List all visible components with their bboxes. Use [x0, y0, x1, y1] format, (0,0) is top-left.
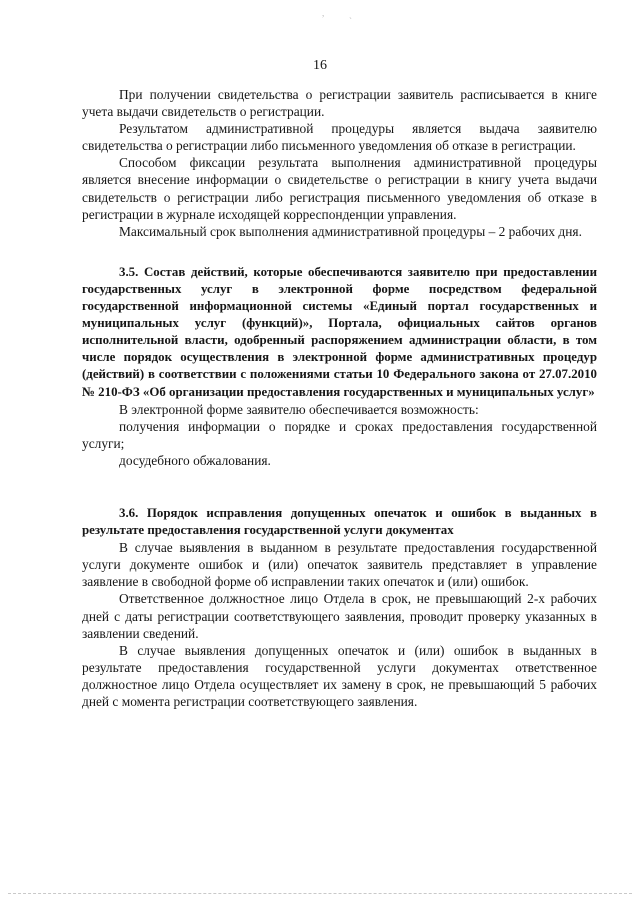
scan-artifact: `	[349, 16, 352, 26]
section-heading-3-5: 3.5. Состав действий, которые обеспечиваются заявителю при предоставлении государственных услуг в электронной форме посредством федеральной государственной информационной системы «Единый портал государственных и муниципальных услуг (функций)», Портала, официальных сайтов органов исполнительной власти, одобренный распоряжением администрации области, в том числе порядок осуществления в электронной форме административных процедур (действий) в соответствии с положениями статьи 10 Федерального закона от 27.07.2010 № 210-ФЗ «Об организации предоставления государственных и муниципальных услуг»	[82, 264, 597, 399]
document-body	[82, 86, 597, 710]
paragraph: получения информации о порядке и сроках предоставления государственной услуги;	[82, 418, 597, 451]
paragraph: Результатом административной процедуры является выдача заявителю свидетельства о регистрации либо письменного уведомления об отказе в регистрации.	[82, 121, 597, 154]
paragraph: В случае выявления допущенных опечаток и (или) ошибок в выданных в результате предоставления государственной услуги документах ответственное должностное лицо Отдела осуществляет их замену в срок, не превышающий 5 рабочих дней с момента регистрации соответствующего заявления.	[82, 642, 597, 709]
paragraph: В электронной форме заявителю обеспечивается возможность:	[119, 401, 479, 417]
section-heading-3-6: 3.6. Порядок исправления допущенных опечаток и ошибок в выданных в результате предоставления государственной услуги документах	[82, 505, 597, 538]
paragraph: Способом фиксации результата выполнения административной процедуры является внесение информации о свидетельстве о регистрации в книгу учета выдачи свидетельств о регистрации либо регистрация письменного уведомления об отказе в регистрации в журнале исходящей корреспонденции управления.	[82, 155, 597, 222]
paragraph: Ответственное должностное лицо Отдела в срок, не превышающий 2-х рабочих дней с даты регистрации соответствующего заявления, проводит проверку указанных в заявлении сведений.	[82, 591, 597, 641]
scan-artifact: ,	[322, 8, 325, 18]
paragraph: Максимальный срок выполнения административной процедуры – 2 рабочих дня.	[119, 223, 582, 239]
page-number: 16	[313, 58, 327, 73]
section-spacer	[82, 240, 597, 264]
page-bottom-edge	[8, 893, 632, 894]
paragraph: досудебного обжалования.	[119, 452, 271, 468]
paragraph: При получении свидетельства о регистрации заявитель расписывается в книге учета выдачи свидетельств о регистрации.	[82, 87, 597, 120]
section-spacer	[82, 469, 597, 505]
paragraph: В случае выявления в выданном в результате предоставления государственной услуги документе ошибок и (или) опечаток заявитель представляет в управление заявление в свободной форме об исправлении таких опечаток и (или) ошибок.	[82, 540, 597, 590]
